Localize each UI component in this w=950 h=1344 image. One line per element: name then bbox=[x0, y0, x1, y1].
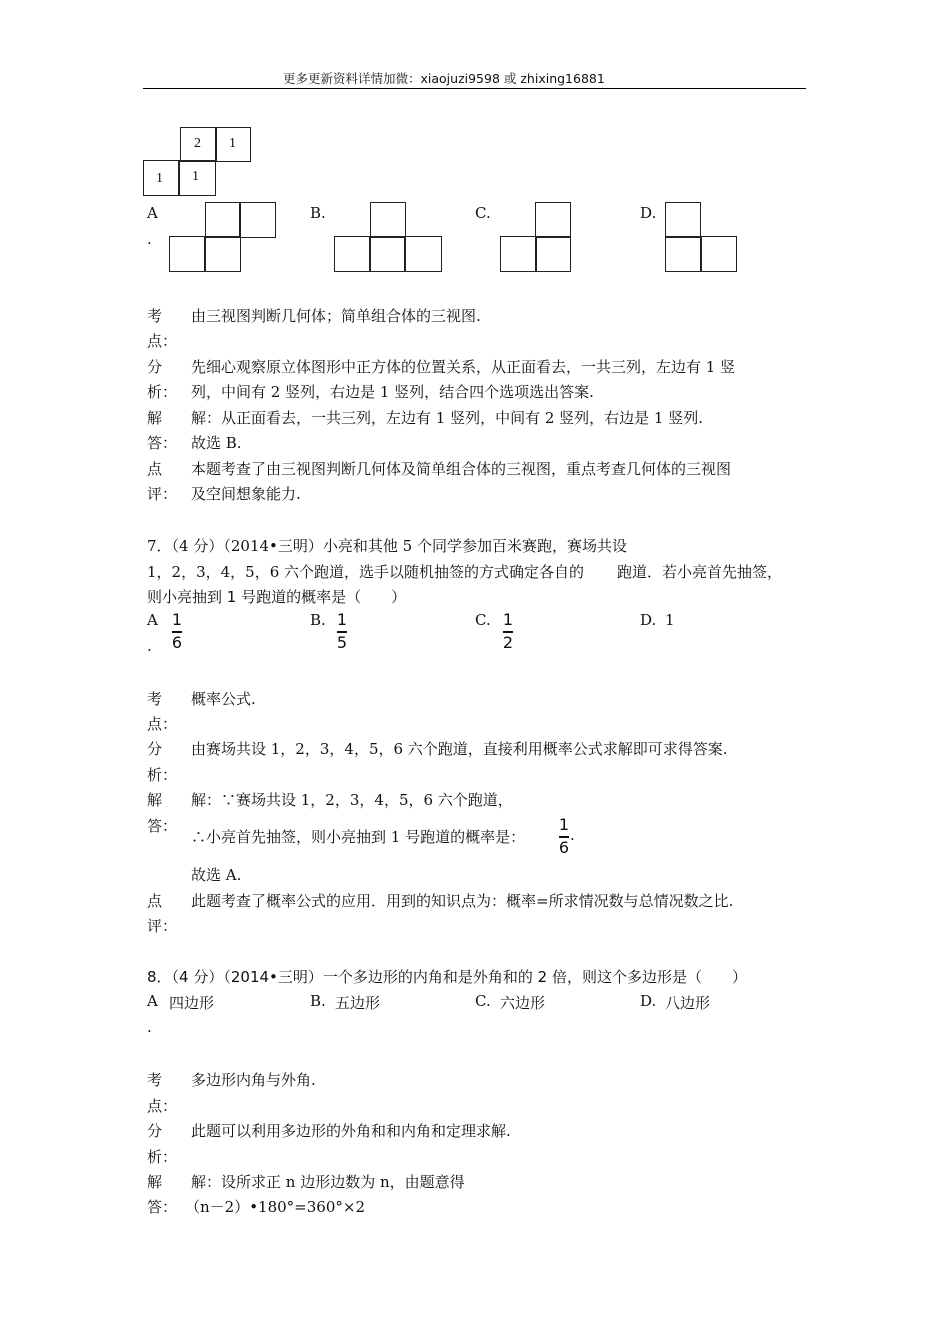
q7-option-a-label: A bbox=[147, 611, 158, 629]
q6-kaodian-text: 由三视图判断几何体；简单组合体的三视图. bbox=[191, 307, 481, 325]
q8-option-a-label: A bbox=[147, 992, 158, 1010]
q7-jieda-line-2-end: . bbox=[570, 826, 575, 844]
q6-dianping-line-1: 本题考查了由三视图判断几何体及简单组合体的三视图，重点考查几何体的三视图 bbox=[191, 460, 732, 478]
q7-option-a-dot: . bbox=[147, 637, 152, 655]
q8-jieda-line-2: （n－2）•180°=360°×2 bbox=[185, 1198, 365, 1216]
q8-fenxi-label-1: 分 bbox=[147, 1122, 163, 1140]
q7-jieda-label-1: 解 bbox=[147, 791, 163, 809]
q6-option-b-label: B. bbox=[310, 204, 326, 222]
q8-fenxi-text: 此题可以利用多边形的外角和和内角和定理求解. bbox=[191, 1122, 511, 1140]
q6-dianping-label-2: 评： bbox=[147, 485, 178, 503]
q7-option-c-label: C. bbox=[475, 611, 491, 629]
q8-jieda-label-1: 解 bbox=[147, 1173, 163, 1191]
q8-option-c-text: 六边形 bbox=[500, 994, 546, 1012]
q7-jieda-line-1: 解：∵赛场共设 1，2，3，4，5，6 六个跑道， bbox=[191, 791, 513, 809]
q6-fenxi-line-2: 列，中间有 2 竖列，右边是 1 竖列，结合四个选项选出答案. bbox=[191, 383, 594, 401]
q7-stem-line-3: 则小亮抽到 1 号跑道的概率是（ ） bbox=[147, 588, 407, 606]
q7-kaodian-label-1: 考 bbox=[147, 690, 163, 708]
q8-option-a-text: 四边形 bbox=[169, 994, 215, 1012]
q6-fenxi-label-1: 分 bbox=[147, 358, 163, 376]
q6-option-d-label: D. bbox=[640, 204, 657, 222]
q6-dianping-label-1: 点 bbox=[147, 460, 163, 478]
q6-dianping-line-2: 及空间想象能力. bbox=[191, 485, 301, 503]
q6-jieda-label-1: 解 bbox=[147, 409, 163, 427]
q7-jieda-line-3: 故选 A. bbox=[191, 866, 242, 884]
q7-option-d-text: 1 bbox=[665, 611, 675, 629]
q8-jieda-label-2: 答： bbox=[147, 1198, 178, 1216]
q6-option-a-dot: . bbox=[147, 230, 152, 248]
q6-kaodian-label-2: 点： bbox=[147, 332, 178, 350]
q7-kaodian-text: 概率公式. bbox=[191, 690, 256, 708]
q6-option-a-label: A bbox=[147, 204, 158, 222]
q7-fenxi-label-2: 析： bbox=[147, 766, 178, 784]
q7-option-d-label: D. bbox=[640, 611, 657, 629]
q6-jieda-line-2: 故选 B. bbox=[191, 434, 242, 452]
q8-kaodian-text: 多边形内角与外角. bbox=[191, 1071, 316, 1089]
q7-dianping-text: 此题考查了概率公式的应用．用到的知识点为：概率=所求情况数与总情况数之比. bbox=[191, 892, 734, 910]
q7-stem-line-2a: 1，2，3，4，5，6 六个跑道，选手以随机抽签的方式确定各自的 bbox=[147, 563, 585, 581]
q8-fenxi-label-2: 析： bbox=[147, 1148, 178, 1166]
q6-fenxi-line-1: 先细心观察原立体图形中正方体的位置关系，从正面看去，一共三列，左边有 1 竖 bbox=[191, 358, 736, 376]
q7-kaodian-label-2: 点： bbox=[147, 715, 178, 733]
q6-fenxi-label-2: 析： bbox=[147, 383, 178, 401]
q8-option-c-label: C. bbox=[475, 992, 491, 1010]
q7-dianping-label-1: 点 bbox=[147, 892, 163, 910]
q7-jieda-label-2: 答： bbox=[147, 817, 178, 835]
q7-jieda-line-2: ∴小亮首先抽签，则小亮抽到 1 号跑道的概率是： bbox=[191, 828, 526, 846]
q8-kaodian-label-2: 点： bbox=[147, 1097, 178, 1115]
page-header: 更多更新资料详情加微：xiaojuzi9598 或 zhixing16881 bbox=[283, 71, 605, 86]
header-rule bbox=[143, 88, 806, 89]
q6-jieda-label-2: 答： bbox=[147, 434, 178, 452]
q7-option-b-label: B. bbox=[310, 611, 326, 629]
q8-jieda-line-1: 解：设所求正 n 边形边数为 n，由题意得 bbox=[191, 1173, 465, 1191]
q7-dianping-label-2: 评： bbox=[147, 917, 178, 935]
q8-kaodian-label-1: 考 bbox=[147, 1071, 163, 1089]
q8-option-d-label: D. bbox=[640, 992, 657, 1010]
q6-jieda-line-1: 解：从正面看去，一共三列，左边有 1 竖列，中间有 2 竖列，右边是 1 竖列. bbox=[191, 409, 704, 427]
q6-kaodian-label-1: 考 bbox=[147, 307, 163, 325]
q8-option-a-dot: . bbox=[147, 1018, 152, 1036]
q8-option-d-text: 八边形 bbox=[665, 994, 711, 1012]
q6-option-c-label: C. bbox=[475, 204, 491, 222]
q7-stem-line-1: 7．（4 分）（2014•三明）小亮和其他 5 个同学参加百米赛跑，赛场共设 bbox=[147, 537, 627, 555]
q8-option-b-text: 五边形 bbox=[335, 994, 381, 1012]
q8-stem-line-1: 8．（4 分）（2014•三明）一个多边形的内角和是外角和的 2 倍，则这个多边形是（ ） bbox=[147, 968, 747, 986]
q7-fenxi-label-1: 分 bbox=[147, 740, 163, 758]
q7-stem-line-2b: 跑道．若小亮首先抽签， bbox=[617, 563, 783, 581]
q8-option-b-label: B. bbox=[310, 992, 326, 1010]
q7-fenxi-text: 由赛场共设 1，2，3，4，5，6 六个跑道，直接利用概率公式求解即可求得答案. bbox=[191, 740, 728, 758]
